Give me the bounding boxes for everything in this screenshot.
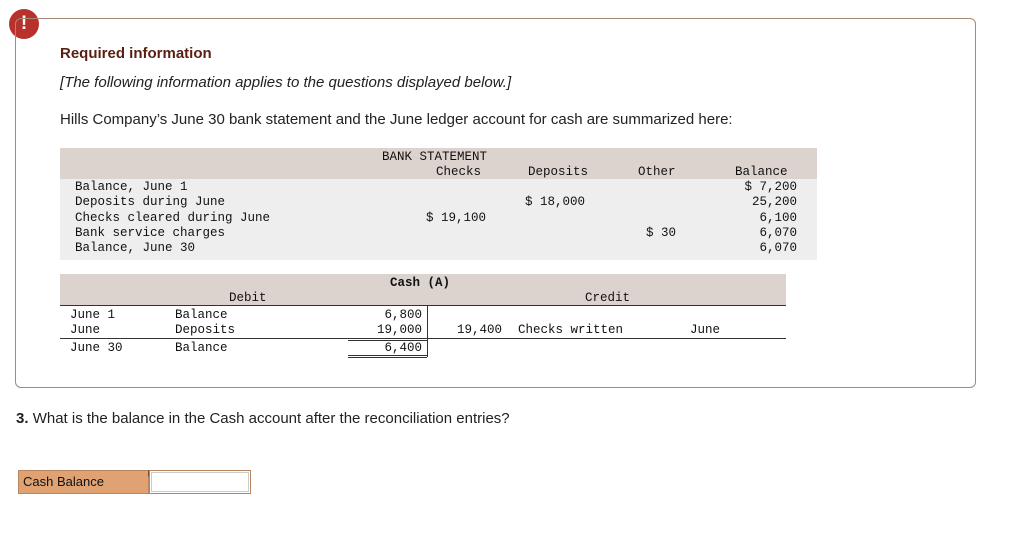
- ledger-debit-date: June: [70, 323, 101, 337]
- column-checks: Checks: [436, 165, 482, 179]
- alert-icon: !: [9, 9, 39, 39]
- bank-row-other: $ 30: [646, 226, 677, 240]
- bank-row-label: Balance, June 30: [75, 241, 196, 255]
- question: [16, 410, 510, 427]
- ledger-credit-desc: Checks written: [518, 323, 624, 337]
- column-balance: Balance: [735, 165, 788, 179]
- bank-row-label: Deposits during June: [75, 195, 226, 209]
- bank-row-balance: 6,070: [759, 226, 797, 240]
- ledger-total-rule: [60, 338, 786, 339]
- ledger-debit-amount: 6,800: [384, 308, 422, 322]
- bank-row-deposits: $ 18,000: [525, 195, 586, 209]
- ledger-debit-date: June 30: [70, 341, 123, 355]
- column-other: Other: [638, 165, 676, 179]
- ledger-debit-desc: Balance: [175, 308, 228, 322]
- cash-balance-label: Cash Balance: [18, 470, 149, 494]
- bank-row-balance: 6,070: [759, 241, 797, 255]
- bank-row-balance: 6,100: [759, 211, 797, 225]
- summary-text: Hills Company’s June 30 bank statement and the June ledger account for cash are summarized here:: [60, 111, 733, 128]
- question-text: What is the balance in the Cash account after the reconciliation entries?: [32, 410, 510, 427]
- ledger-debit-desc: Deposits: [175, 323, 236, 337]
- ledger-debit-desc: Balance: [175, 341, 228, 355]
- cash-balance-input[interactable]: [149, 470, 251, 494]
- bank-row-balance: 25,200: [751, 195, 797, 209]
- intro-text: [The following information applies to the questions displayed below.]: [60, 74, 512, 91]
- bank-row-label: Bank service charges: [75, 226, 226, 240]
- bank-row-checks: $ 19,100: [426, 211, 487, 225]
- ledger-credit-amount: 19,400: [456, 323, 502, 337]
- ledger-title: Cash (A): [390, 276, 451, 290]
- ledger-credit-header: Credit: [585, 291, 631, 305]
- ledger-debit-amount: 19,000: [376, 323, 422, 337]
- ledger-debit-amount: 6,400: [384, 341, 422, 355]
- ledger-top-rule: [60, 305, 786, 306]
- ledger-debit-header: Debit: [229, 291, 267, 305]
- ledger-balance-rule-2: [348, 357, 427, 358]
- bank-row-balance: $ 7,200: [744, 180, 797, 194]
- required-information-title: Required information: [60, 45, 212, 62]
- bank-statement-title: BANK STATEMENT: [382, 150, 488, 164]
- ledger-debit-date: June 1: [70, 308, 116, 322]
- ledger-balance-rule-1: [348, 355, 427, 356]
- question-number: 3.: [16, 410, 29, 427]
- ledger-center-rule: [427, 305, 428, 357]
- bank-row-label: Checks cleared during June: [75, 211, 271, 225]
- bank-row-label: Balance, June 1: [75, 180, 188, 194]
- column-deposits: Deposits: [528, 165, 589, 179]
- ledger-credit-date: June: [690, 323, 721, 337]
